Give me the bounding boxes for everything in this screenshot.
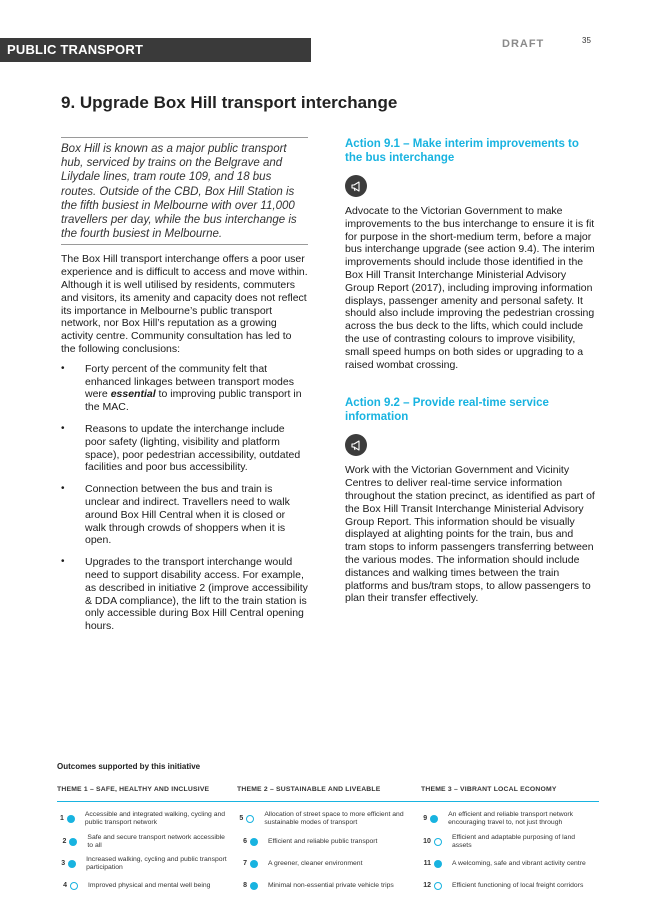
- outcome-item: [237, 808, 412, 830]
- outcome-number: 7: [243, 859, 247, 867]
- outcome-item: [421, 875, 596, 897]
- outcome-number: 4: [63, 881, 67, 889]
- outcome-number: 9: [423, 814, 428, 822]
- filled-circle-icon: [68, 860, 76, 868]
- intro-callout: Box Hill is known as a major public transport hub, serviced by trains on the Belgrave and Lilydale lines, tram route 109, and 18 bus routes. Outside of the CBD, Box Hill Station is the fifth busiest in Melbourne with over 11,000 travellers per day, while the bus interchange is the fourth busiest in Melbourne.: [61, 137, 308, 245]
- list-item: • Upgrades to the transport interchange would need to support disability access. For example, as described in initiative 2 (improve accessibility & DDA compliance), the lift to the train station is only accessible during Box Hill Central opening hours.: [61, 556, 308, 633]
- outcomes-section: [57, 762, 599, 889]
- outcome-item: [57, 808, 232, 830]
- megaphone-icon: [345, 434, 367, 456]
- filled-circle-icon: [250, 838, 258, 846]
- outcome-item: [57, 875, 232, 897]
- outcome-number: 2: [62, 837, 67, 845]
- open-circle-icon: [246, 815, 254, 823]
- open-circle-icon: [70, 882, 78, 890]
- outcomes-title: Outcomes supported by this initiative: [57, 762, 201, 771]
- outcome-item: [237, 875, 412, 897]
- outcome-item: [421, 808, 596, 830]
- filled-circle-icon: [69, 838, 77, 846]
- action-9-1: [345, 137, 595, 371]
- outcome-number: 12: [423, 881, 431, 889]
- filled-circle-icon: [434, 860, 442, 868]
- filled-circle-icon: [250, 860, 258, 868]
- outcome-label: Accessible and integrated walking, cycling and public transport network: [84, 810, 226, 826]
- megaphone-icon: [345, 175, 367, 197]
- theme-2-heading: THEME 2 – SUSTAINABLE AND LIVEABLE: [237, 786, 381, 793]
- filled-circle-icon: [250, 882, 258, 890]
- action-title: Action 9.1 – Make interim improvements to the bus interchange: [345, 138, 579, 164]
- action-text: Advocate to the Victorian Government to make improvements to the bus interchange to ensure it is fit for purpose in the short-medium term, before a major bus interchange upgrade (see action 9.4). The interim improvements should include those identified in the Box Hill Transit Interchange Ministerial Advisory Group Report (2017), including improving information displays, passenger amenity and personal safety. It should also include improving the pedestrian crossing across the bus deck to the lifts, which could include the use of contrasting colours to improve visibility, small speed humps on both sides or upgrading to a raised wombat crossing.: [345, 205, 595, 371]
- outcome-label: Efficient functioning of local freight corridors: [452, 881, 584, 889]
- filled-circle-icon: [430, 815, 438, 823]
- action-title: Action 9.2 – Provide real-time service information: [345, 397, 549, 424]
- outcome-label: Safe and secure transport network accessible to all: [87, 833, 225, 849]
- outcome-label: Allocation of street space to more efficient and sustainable modes of transport: [264, 810, 404, 826]
- outcome-item: [421, 853, 596, 875]
- outcome-label: Efficient and reliable public transport: [268, 837, 378, 845]
- outcome-number: 10: [423, 837, 431, 845]
- outcome-item: [57, 831, 232, 853]
- bullet-text-post: to improving public transport in the MAC.: [85, 388, 302, 414]
- body-paragraph: The Box Hill transport interchange offers a poor user experience and is difficult to access and move within. Although it is well utilised by residents, commuters and visitors, its amenity and capacity does not reflect its importance in Melbourne’s public transport network, nor Box Hill’s reputation as a growing activity centre. Community consultation has led to the following conclusions:: [61, 253, 308, 355]
- outcome-label: An efficient and reliable transport network encouraging travel to, not just through: [448, 810, 574, 826]
- outcome-label: Increased walking, cycling and public transport participation: [86, 855, 227, 871]
- outcome-label: A greener, cleaner environment: [268, 859, 363, 867]
- outcome-item: [237, 853, 412, 875]
- theme-3-heading: THEME 3 – VIBRANT LOCAL ECONOMY: [421, 786, 557, 793]
- list-item: • Connection between the bus and train is unclear and indirect. Travellers need to walk around Box Hill Central when it is closed or walk through crowds of shoppers when it is open.: [61, 483, 308, 547]
- outcome-number: 3: [61, 859, 66, 867]
- conclusions-list: [61, 363, 308, 633]
- section-banner: PUBLIC TRANSPORT: [0, 38, 311, 62]
- filled-circle-icon: [67, 815, 75, 823]
- left-column: [61, 137, 308, 642]
- page-number: 35: [582, 36, 591, 45]
- outcome-item: [57, 853, 232, 875]
- action-9-2: [345, 396, 595, 605]
- open-circle-icon: [434, 838, 442, 846]
- action-text: Work with the Victorian Government and Vicinity Centres to deliver real-time service information throughout the station precinct, as identified as part of the Box Hill Transit Interchange Ministerial Advisory Group Report. This information should be visually displayed at alighting points for the train, bus and tram stops to inform passengers transferring between the various modes. The information should include distances and walking times between the train platforms and bus/tram stops, to allow passengers to plan their transfer effectively.: [345, 464, 595, 605]
- list-item: [61, 363, 308, 414]
- right-column: [345, 137, 595, 605]
- theme-1-heading: THEME 1 – SAFE, HEALTHY AND INCLUSIVE: [57, 786, 210, 793]
- outcome-number: 8: [243, 881, 247, 889]
- outcome-label: A welcoming, safe and vibrant activity centre: [452, 859, 586, 867]
- outcome-item: [237, 831, 412, 853]
- outcome-label: Minimal non-essential private vehicle trips: [268, 881, 394, 889]
- outcome-label: Improved physical and mental well being: [88, 881, 211, 889]
- outcome-item: [421, 831, 596, 853]
- outcome-label: Efficient and adaptable purposing of land assets: [451, 833, 576, 849]
- open-circle-icon: [434, 882, 442, 890]
- outcome-number: 6: [243, 837, 247, 845]
- bullet-text-pre: Forty percent of the community felt that enhanced linkages between transport modes were: [85, 362, 294, 401]
- emphasis-text: essential: [110, 388, 156, 401]
- list-item: • Reasons to update the interchange include poor safety (lighting, visibility and platform space), poor pedestrian accessibility, outdated facilities and poor bus accessibility.: [61, 423, 308, 474]
- outcome-number: 11: [423, 859, 431, 867]
- outcome-number: 5: [239, 814, 244, 822]
- outcome-number: 1: [59, 814, 64, 822]
- divider: [57, 801, 599, 802]
- page-title: 9. Upgrade Box Hill transport interchange: [61, 93, 398, 112]
- draft-watermark: DRAFT: [502, 38, 545, 50]
